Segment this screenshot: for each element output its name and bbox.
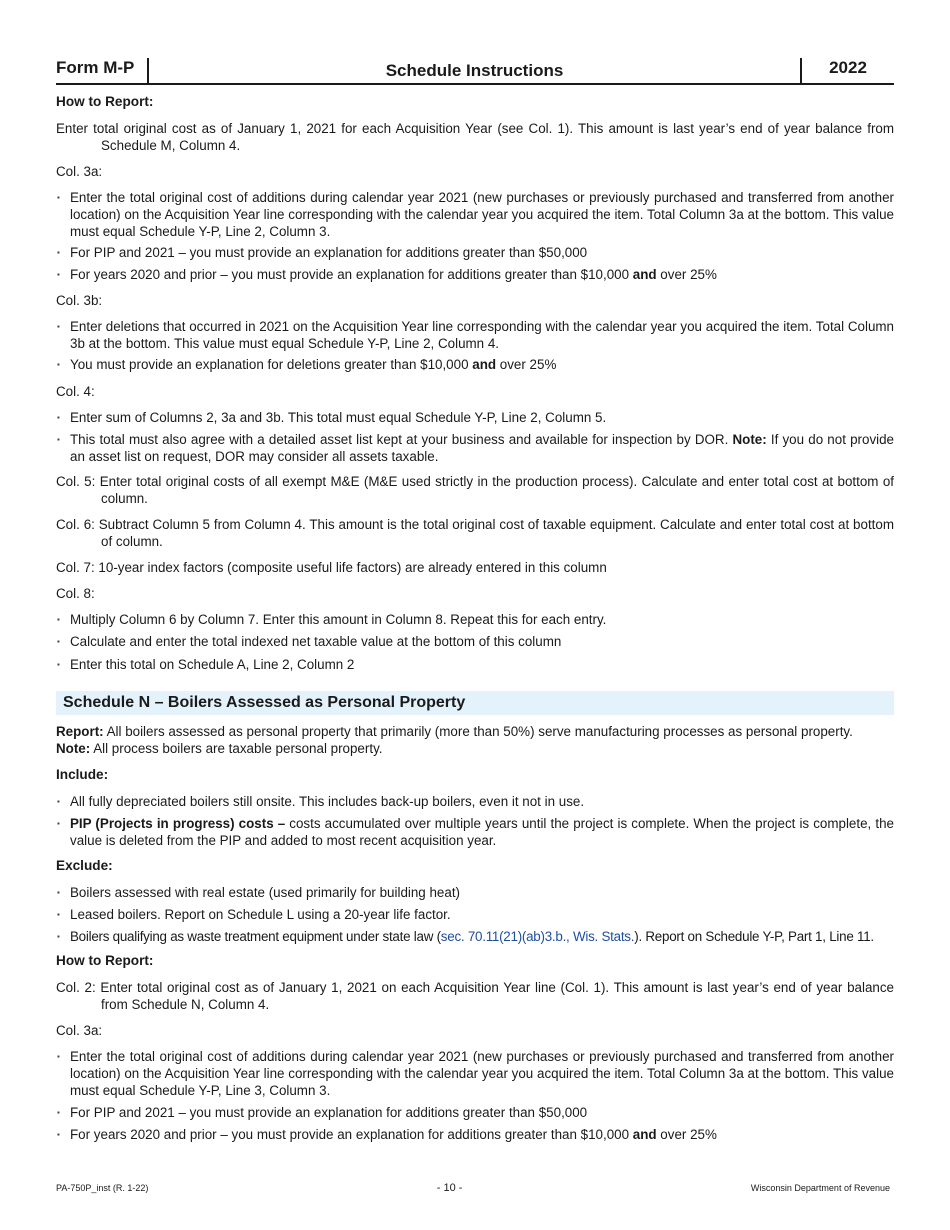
m-col5-text: Col. 5: Enter total original costs of all exempt M&E (M&E used strictly in the production process). Calculate and enter total cost at bottom of column.: [56, 474, 894, 506]
agency-name: Wisconsin Department of Revenue: [750, 1183, 890, 1193]
list-item: ▪ Leased boilers. Report on Schedule L using a 20-year life factor.: [56, 906, 894, 923]
list-item: ▪ You must provide an explanation for deletions greater than $10,000 and over 25%: [56, 356, 894, 373]
list-item: ▪ Boilers assessed with real estate (used primarily for building heat): [56, 884, 894, 901]
list-item: ▪ Enter this total on Schedule A, Line 2, Column 2: [56, 656, 894, 673]
wis-stats-link[interactable]: sec. 70.11(21)(ab)3.b., Wis. Stats.: [440, 929, 635, 944]
form-name: Form M-P: [56, 58, 149, 83]
n-exclude-list-2: [56, 906, 894, 923]
schedule-n-heading: Schedule N – Boilers Assessed as Personal Property: [56, 691, 894, 715]
n-include-list-2: [56, 815, 894, 849]
form-code: PA-750P_inst (R. 1-22): [56, 1183, 149, 1193]
n-report-text: Report: All boilers assessed as personal property that primarily (more than 50%) serve manufacturing processes as personal property. Note: All process boilers are taxable personal property.: [56, 724, 853, 756]
n-col3a-list-3: [56, 1126, 894, 1143]
list-item: ▪ For PIP and 2021 – you must provide an explanation for additions greater than $50,000: [56, 1104, 894, 1121]
m-col4-list: [56, 409, 894, 426]
n-exclude-list: [56, 884, 894, 901]
list-item: ▪ All fully depreciated boilers still onsite. This includes back-up boilers, even it not in use.: [56, 793, 894, 810]
m-col8-list-3: [56, 656, 894, 673]
n-include-list: [56, 793, 894, 810]
page-header: [56, 56, 894, 85]
m-col6-text: Col. 6: Subtract Column 5 from Column 4. This amount is the total original cost of taxable equipment. Calculate and enter total cost at bottom of column.: [56, 517, 894, 549]
m-col8-label: Col. 8:: [56, 586, 95, 601]
list-item: ▪ Enter the total original cost of additions during calendar year 2021 (new purchases or previously purchased and transferred from another location) on the Acquisition Year line corresponding with the calendar year you acquired the item. Total Column 3a at the bottom. This value must equal Schedule Y-P, Line 3, Column 3.: [56, 1048, 894, 1099]
page-footer: [56, 1183, 890, 1194]
m-col3a-list: [56, 189, 894, 240]
page: [56, 56, 895, 1142]
form-year: 2022: [800, 58, 894, 83]
m-col3b-list-2: [56, 356, 894, 373]
m-col3a-list-3: [56, 266, 894, 283]
m-col7-text: Col. 7: 10-year index factors (composite useful life factors) are already entered in this column: [56, 560, 607, 575]
list-item: ▪ Multiply Column 6 by Column 7. Enter this amount in Column 8. Repeat this for each entry.: [56, 611, 894, 628]
list-item: ▪ Enter deletions that occurred in 2021 on the Acquisition Year line corresponding with the calendar year you acquired the item. Total Column 3b at the bottom. This value must equal Schedule Y-P, Line 2, Column 4.: [56, 318, 894, 352]
m-col4-list-2: [56, 431, 894, 465]
m-col3b-label: Col. 3b:: [56, 293, 103, 308]
n-include-heading: Include:: [56, 767, 109, 782]
n-col3a-list: [56, 1048, 894, 1099]
m-col4-label: Col. 4:: [56, 384, 95, 399]
m-col2-text: Enter total original cost as of January 1, 2021 for each Acquisition Year (see Col. 1). This amount is last year’s end of year balance from Schedule M, Column 4.: [56, 121, 894, 153]
m-col8-list: [56, 611, 894, 628]
how-to-report-heading: How to Report:: [56, 94, 154, 109]
list-item: ▪ For PIP and 2021 – you must provide an explanation for additions greater than $50,000: [56, 244, 894, 261]
list-item: ▪ For years 2020 and prior – you must provide an explanation for additions greater than $10,000 and over 25%: [56, 266, 894, 283]
list-item: ▪ For years 2020 and prior – you must provide an explanation for additions greater than $10,000 and over 25%: [56, 1126, 894, 1143]
list-item: ▪ This total must also agree with a detailed asset list kept at your business and available for inspection by DOR. Note: If you do not provide an asset list on request, DOR may consider all assets taxable.: [56, 431, 894, 465]
m-col8-list-2: [56, 633, 894, 650]
n-how-to-report-heading: How to Report:: [56, 953, 154, 968]
page-number: - 10 -: [436, 1182, 463, 1194]
m-col3b-list: [56, 318, 894, 352]
m-col3a-list-2: [56, 244, 894, 261]
list-item: ▪ Enter sum of Columns 2, 3a and 3b. This total must equal Schedule Y-P, Line 2, Column 5.: [56, 409, 894, 426]
n-exclude-heading: Exclude:: [56, 858, 113, 873]
m-col3a-label: Col. 3a:: [56, 164, 103, 179]
list-item: ▪ PIP (Projects in progress) costs – costs accumulated over multiple years until the project is complete. When the project is complete, the value is deleted from the PIP and added to most recent acquisition year.: [56, 815, 894, 849]
list-item: ▪ Calculate and enter the total indexed net taxable value at the bottom of this column: [56, 633, 894, 650]
n-col2-text: Col. 2: Enter total original cost as of January 1, 2021 on each Acquisition Year line (Col. 1). This amount is last year’s end of year balance from Schedule N, Column 4.: [56, 980, 894, 1012]
n-col3a-label: Col. 3a:: [56, 1023, 103, 1038]
n-col3a-list-2: [56, 1104, 894, 1121]
list-item: ▪ Enter the total original cost of additions during calendar year 2021 (new purchases or previously purchased and transferred from another location) on the Acquisition Year line corresponding with the calendar year you acquired the item. Total Column 3a at the bottom. This value must equal Schedule Y-P, Line 2, Column 3.: [56, 189, 894, 240]
page-title: Schedule Instructions: [385, 61, 564, 80]
list-item: ▪ Boilers qualifying as waste treatment equipment under state law (sec. 70.11(21)(ab)3.b., Wis. Stats.). Report on Schedule Y-P, Part 1, Line 11.: [56, 928, 894, 945]
n-exclude-list-3: [56, 928, 894, 945]
